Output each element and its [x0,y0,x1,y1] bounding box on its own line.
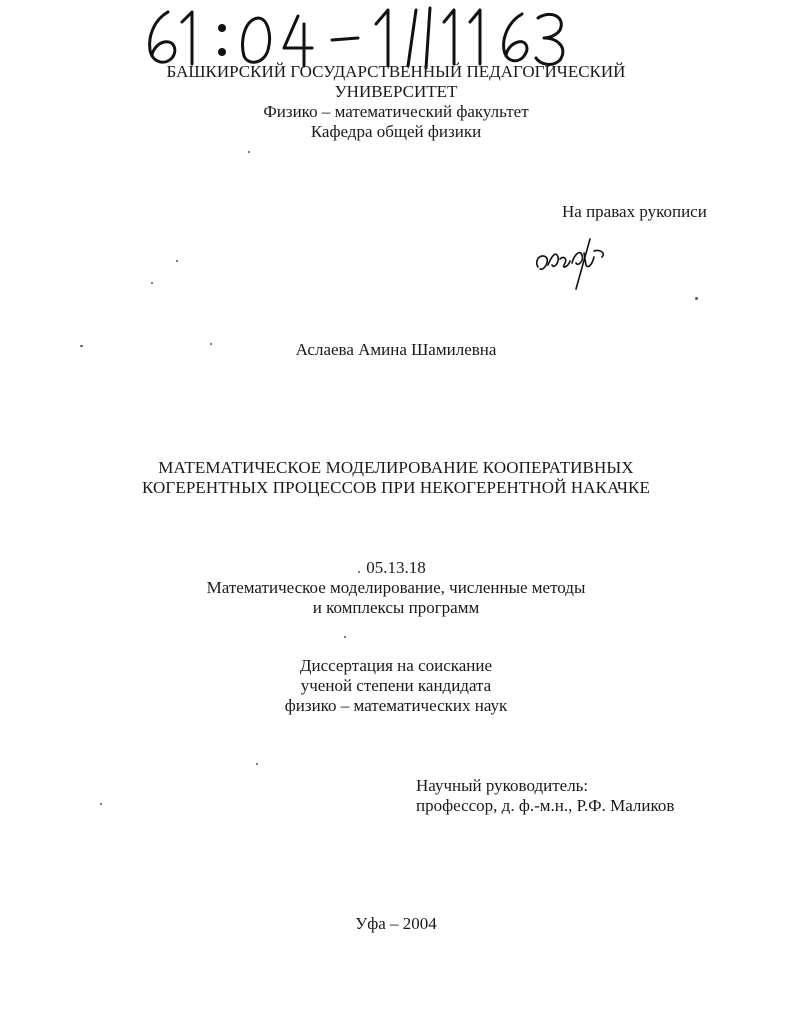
scan-speck [358,571,360,573]
specialty-code: 05.13.18 [366,558,426,577]
thesis-title-line1: МАТЕМАТИЧЕСКОЕ МОДЕЛИРОВАНИЕ КООПЕРАТИВНЫХ [158,458,634,477]
scan-speck [100,803,102,805]
supervisor-details: профессор, д. ф.-м.н., Р.Ф. Маликов [416,796,675,815]
thesis-title-line2: КОГЕРЕНТНЫХ ПРОЦЕССОВ ПРИ НЕКОГЕРЕНТНОЙ НАКАЧКЕ [142,478,650,497]
degree-line2: ученой степени кандидата [300,676,492,695]
faculty-name: Физико – математический факультет [263,102,529,121]
author-signature [530,235,610,291]
scan-speck [695,297,698,300]
scan-speck [210,343,212,345]
scan-speck [80,345,83,347]
specialty-name-line1: Математическое моделирование, численные методы [206,578,586,597]
scan-speck [151,282,153,284]
scan-speck [256,763,258,765]
supervisor-label: Научный руководитель: [416,776,589,795]
department-name: Кафедра общей физики [310,122,482,141]
scan-speck [176,260,178,262]
scan-speck [344,636,346,638]
scan-speck [248,151,250,153]
rights-note: На правах рукописи [562,202,707,221]
specialty-name-line2: и комплексы программ [312,598,480,617]
university-name-line1: БАШКИРСКИЙ ГОСУДАРСТВЕННЫЙ ПЕДАГОГИЧЕСКИЙ [166,62,626,81]
degree-line1: Диссертация на соискание [299,656,493,675]
place-and-year: Уфа – 2004 [355,914,437,933]
author-name: Аслаева Амина Шамилевна [295,340,497,359]
degree-line3: физико – математических наук [284,696,508,715]
university-name-line2: УНИВЕРСИТЕТ [334,82,458,101]
archive-handwritten-code [140,2,570,70]
